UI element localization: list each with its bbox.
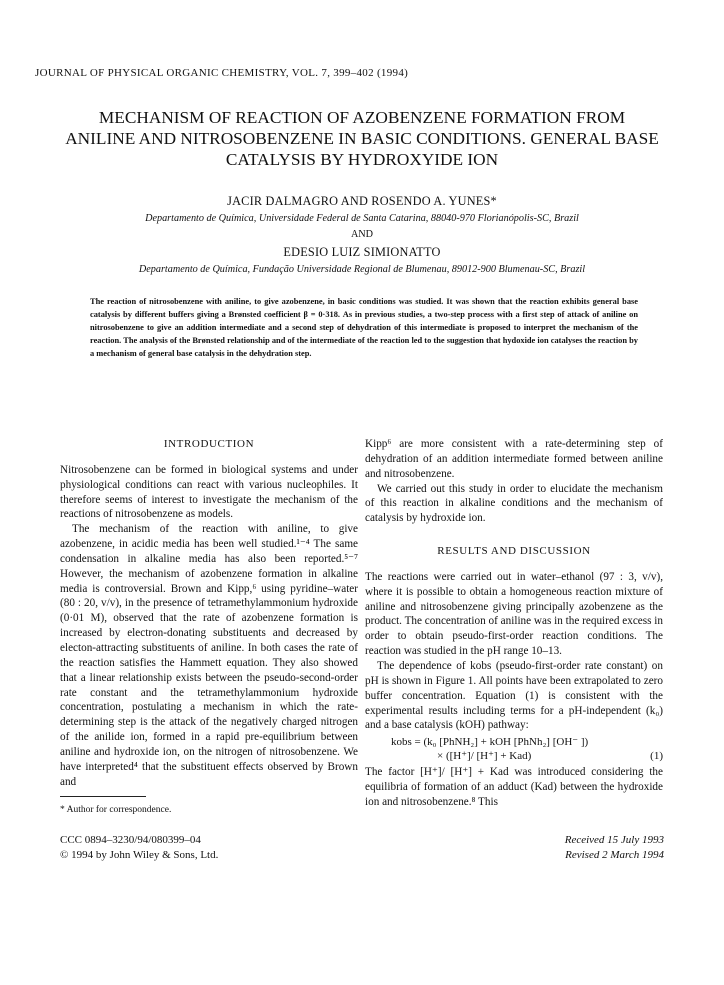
title-line: ANILINE AND NITROSOBENZENE IN BASIC CONDITIONS. GENERAL BASE (65, 129, 659, 148)
primary-affiliation: Departamento de Química, Universidade Federal de Santa Catarina, 88040-970 Florianópolis-SC, Brazil (145, 213, 579, 224)
equation-line: kobs = (k₀ [PhNH₂] + kOH [PhNh₂] [OH⁻ ]) (391, 736, 589, 749)
intro-paragraph: Nitrosobenzene can be formed in biological systems and under physiological conditions can react with various nucleophiles. It therefore seems of interest to investigate the mechanism of the reactions of nitrosobenzene as models. (60, 463, 358, 521)
journal-header: JOURNAL OF PHYSICAL ORGANIC CHEMISTRY, VOL. 7, 399–402 (1994) (35, 67, 409, 79)
introduction-heading: INTRODUCTION (163, 438, 255, 450)
copyright-notice: © 1994 by John Wiley & Sons, Ltd. (60, 849, 219, 861)
footnote: * Author for correspondence. (60, 805, 172, 815)
title-line: MECHANISM OF REACTION OF AZOBENZENE FORMATION FROM (98, 108, 626, 127)
results-heading: RESULTS AND DISCUSSION (437, 545, 591, 558)
title-line: CATALYSIS BY HYDROXYIDE ION (225, 150, 499, 169)
received-date: Received 15 July 1993 (564, 834, 664, 846)
abstract: The reaction of nitrosobenzene with aniline, to give azobenzene, in basic conditions was studied. It was shown that the reaction exhibits general base catalysis by different buffers giving a Brønsted coefficient β = 0·318. As in previous studies, a two-step process with a first step of attack of aniline on nitrosobenzene to give an addition intermediate and a second step of dehydration of this intermediate is proposed to interpret the mechanism of the reaction. The analysis of the Brønsted relationship and of the intermediate of the reaction led to the suggestion that hydoxide ion catalyses the reaction by a mechanism of general base catalysis in the dehydration step. (90, 297, 638, 358)
results-paragraph: The reactions were carried out in water–ethanol (97 : 3, v/v), where it is possible to obtain a homogeneous reaction mixture of aniline and nitrosobenzene giving principally azobenzene as the product. The concentration of aniline was in the required excess in order to obtain pseudo-first-order reaction conditions. The reaction was studied in the pH range 10–13. (365, 570, 663, 658)
paper-title (40, 107, 684, 170)
copyright-block (60, 833, 218, 863)
secondary-author: EDESIO LUIZ SIMIONATTO (283, 245, 441, 259)
results-paragraph: The factor [H⁺]/ [H⁺] + Kad was introduced considering the equilibria of formation of an adduct (Kad) between the hydroxide ion and nitrosobenzene.⁸ This (365, 766, 663, 808)
equation-line: × ([H⁺]/ [H⁺] + Kad) (437, 750, 532, 763)
results-paragraph: The dependence of kobs (pseudo-first-order rate constant) on pH is shown in Figure 1. All points have been extrapolated to zero buffer concentration. Equation (1) is consistent with the experimental results including terms for a pH-independent (k₀) and a base catalysis (kOH) pathway: (365, 659, 663, 732)
intro-paragraph: The mechanism of the reaction with aniline, to give azobenzene, in acidic media has been well studied.¹⁻⁴ The same condensation in alkaline media has also been reported.⁵⁻⁷ However, the mechanism of azobenzene formation in alkaline media is controversial. Brown and Kipp,⁶ using pyridine–water (80 : 20, v/v), in the presence of tetramethylammonium hydroxide (0·01 M), observed that the rate of azobenzene formation is increased by electron-donating substituents and decreased by electon-attracting substituents of aniline. In both cases the rate of the reaction satisfies the Hammett equation. They also showed that a linear relationship exists between the pseudo-second-order rate constant and the tetramethylammonium hydroxide concentration, postulating a mechanism in which the rate-determining step is the attack of the negatively charged nitrogen of the anilide ion, formed in a rapid pre-equilibrium between aniline and hydroxide ion, on the nitrogen of nitrosobenzene. We have interpreted⁴ that the substituent effects observed by Brown and (60, 523, 358, 788)
left-column (60, 437, 358, 789)
intro-continued-paragraph: Kipp⁶ are more consistent with a rate-determining step of dehydration of an addition intermediate formed between aniline and nitrosobenzene. (365, 438, 663, 480)
right-column (365, 437, 663, 810)
revised-date: Revised 2 March 1994 (565, 849, 664, 861)
author-block (40, 192, 684, 278)
ccc-code: CCC 0894–3230/94/080399–04 (60, 834, 201, 846)
secondary-affiliation: Departamento de Química, Fundação Universidade Regional de Blumenau, 89012-900 Blumenau-SC, Brazil (138, 264, 586, 275)
equation-1 (365, 735, 663, 763)
primary-authors: JACIR DALMAGRO AND ROSENDO A. YUNES* (227, 194, 497, 208)
received-dates (565, 833, 664, 863)
and-separator: AND (350, 229, 374, 240)
equation-number: (1) (650, 750, 663, 763)
footnote-divider (60, 796, 146, 797)
intro-paragraph: We carried out this study in order to elucidate the mechanism of this reaction in alkaline conditions and the mechanism of catalysis by hydroxide ion. (365, 482, 663, 525)
